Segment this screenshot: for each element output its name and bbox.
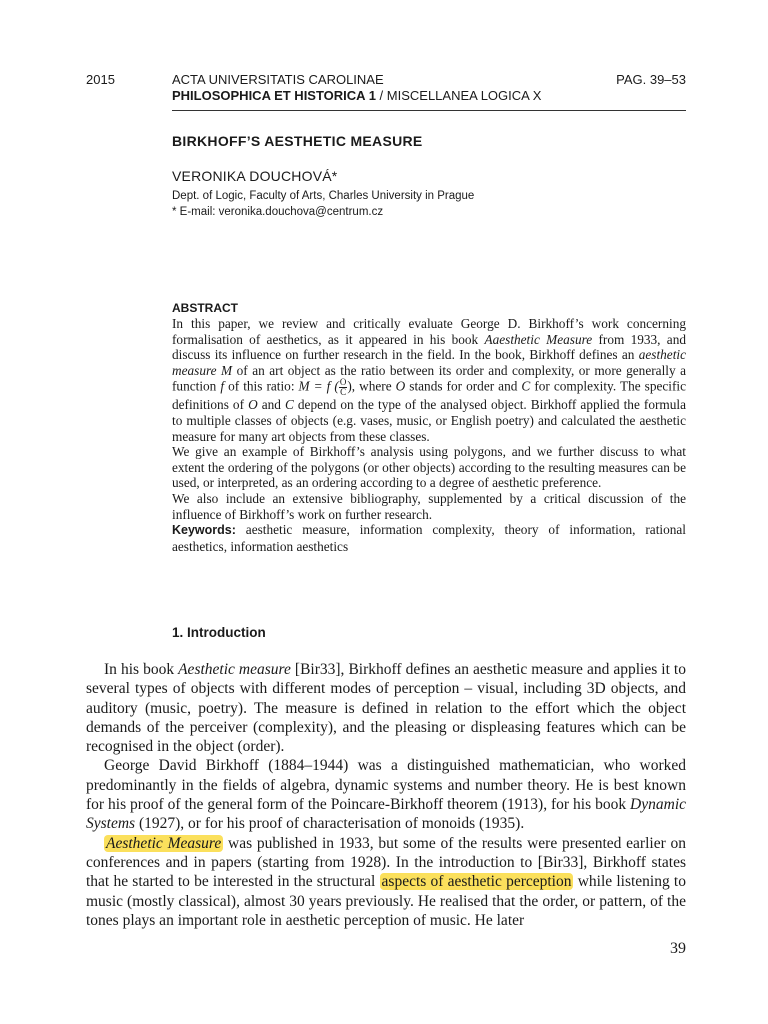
text: stands for order and bbox=[405, 378, 522, 394]
email-line: * E-mail: veronika.douchova@centrum.cz bbox=[172, 206, 384, 218]
highlighted-text[interactable]: Aesthetic Measure bbox=[106, 834, 222, 852]
keywords bbox=[172, 522, 686, 554]
book-title: Dynamic Systems bbox=[86, 796, 686, 833]
symbol: C bbox=[521, 378, 531, 394]
symbol: O bbox=[395, 378, 406, 394]
body-text bbox=[86, 660, 686, 930]
header-pages: PAG. 39–53 bbox=[616, 72, 686, 87]
formula-close: ) bbox=[347, 378, 352, 394]
page-number: 39 bbox=[670, 940, 686, 957]
abstract-heading: ABSTRACT bbox=[172, 301, 238, 315]
text: for complexity. The specific definitions of bbox=[172, 378, 686, 413]
keywords-label: Keywords: bbox=[172, 523, 236, 538]
journal-name: ACTA UNIVERSITATIS CAROLINAE bbox=[172, 72, 384, 87]
keywords-list: aesthetic measure, information complexity, theory of information, rational aesthetics, information aesthetics bbox=[172, 522, 686, 554]
body-paragraph bbox=[86, 834, 686, 930]
author-name: VERONIKA DOUCHOVÁ* bbox=[172, 168, 338, 184]
highlighted-text[interactable]: aspects of aesthetic perception bbox=[381, 873, 572, 891]
text: depend on the type of the analysed object. Birkhoff applied the formula to multiple classes of objects (e.g. vases, music, or English poetry) and calculated the aesthetic measure for many art objects from these classes. bbox=[172, 397, 686, 444]
author-affiliation bbox=[172, 188, 474, 220]
fraction-numerator: O bbox=[339, 377, 347, 388]
abstract-paragraph bbox=[172, 316, 686, 444]
text: [Bir33], Birkhoff defines an aesthetic measure and applies it to several types of objects with different modes of perception – visual, including 3D objects, and auditory (music, poetry). The measure is defined in relation to the effort which the object demands of the perceiver (complexity), and the pleasing or displeasing features which can be recognised in the object (order). bbox=[86, 661, 686, 756]
running-header bbox=[86, 72, 686, 112]
book-title: Aaesthetic Measure bbox=[484, 331, 593, 347]
text: George David Birkhoff (1884–1944) was a distinguished mathematician, who worked predominantly in the fields of algebra, dynamic systems and number theory. He is best known for his proof of the general form of the Poincare-Birkhoff theorem (1913), for his book bbox=[86, 757, 686, 814]
text: from 1933, and discuss its influence on further research in the field. In the book, Birkhoff defines an bbox=[172, 331, 686, 363]
text: was published in 1933, but some of the results were presented earlier on conferences and in papers (starting from 1928). In the introduction to [Bir33], Birkhoff states that he started to be interested in the structural bbox=[86, 834, 687, 891]
symbol: C bbox=[284, 397, 294, 413]
text: In his book bbox=[104, 661, 179, 678]
header-divider bbox=[172, 110, 686, 111]
text: , where bbox=[351, 378, 396, 394]
body-paragraph bbox=[86, 756, 686, 833]
text: (1927), or for his proof of characterisation of monoids (1935). bbox=[135, 815, 525, 833]
journal-series-rest: / MISCELLANEA LOGICA X bbox=[375, 88, 542, 103]
section-heading: 1. Introduction bbox=[172, 625, 266, 640]
symbol: f bbox=[220, 378, 225, 394]
affiliation-line: Dept. of Logic, Faculty of Arts, Charles University in Prague bbox=[172, 190, 475, 202]
body-paragraph bbox=[86, 660, 686, 756]
header-journal bbox=[172, 72, 541, 104]
abstract-paragraph: We also include an extensive bibliography, supplemented by a critical discussion of the influence of Birkhoff’s work on further research. bbox=[172, 490, 686, 522]
journal-series-bold: PHILOSOPHICA ET HISTORICA 1 bbox=[172, 88, 376, 103]
paper-title: BIRKHOFF’S AESTHETIC MEASURE bbox=[172, 133, 423, 149]
text: while listening to music (mostly classical), almost 30 years previously. He realised that the order, or pattern, of the tones plays an important role in aesthetic perception of music. He later bbox=[86, 873, 686, 929]
abstract-paragraph: We give an example of Birkhoff’s analysis using polygons, and we further discuss to what extent the ordering of the polygons (or other objects) according to the resulting measures can be used, or interpreted, as an ordering according to a degree of aesthetic preference. bbox=[172, 444, 686, 491]
book-title: Aesthetic measure bbox=[178, 661, 291, 678]
term: aesthetic measure M bbox=[172, 347, 686, 378]
header-year: 2015 bbox=[86, 72, 115, 87]
fraction-denominator: C bbox=[340, 387, 347, 398]
text: and bbox=[257, 397, 285, 413]
text: of an art object as the ratio between its order and complexity, or more generally a function bbox=[172, 362, 686, 394]
journal-series bbox=[172, 88, 541, 104]
formula: M = f ( bbox=[298, 378, 339, 394]
text: of this ratio: bbox=[224, 378, 299, 394]
abstract bbox=[172, 301, 686, 554]
symbol: O bbox=[248, 397, 258, 413]
text: In this paper, we review and critically evaluate George D. Birkhoff’s work concerning formalisation of aesthetics, as it appeared in his book bbox=[172, 316, 686, 347]
